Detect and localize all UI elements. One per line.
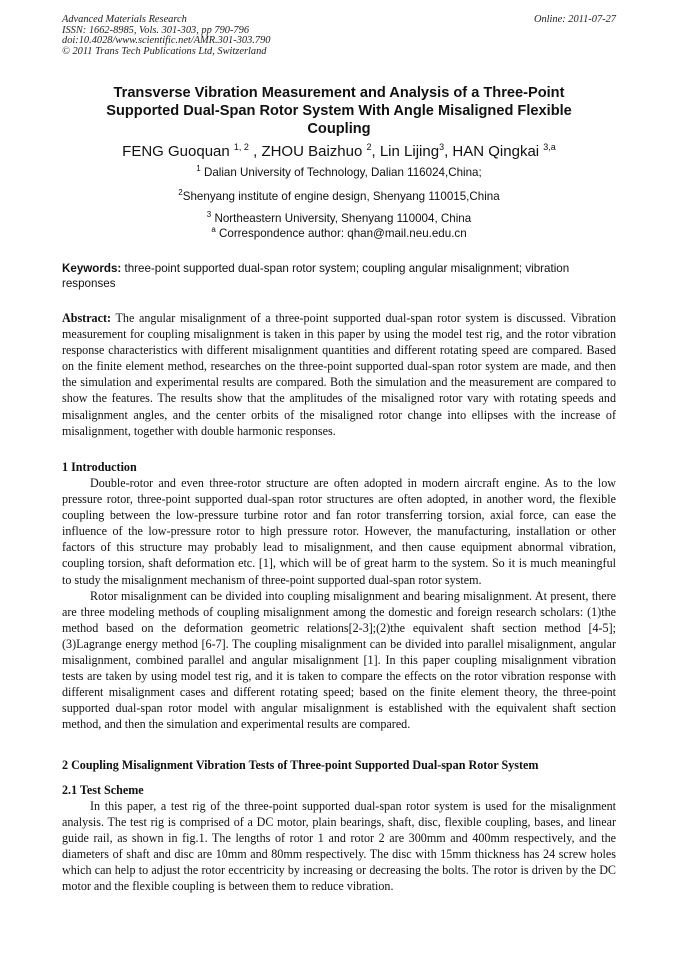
journal-header — [62, 15, 270, 57]
introduction-body — [62, 475, 616, 733]
author-separator: , — [444, 143, 453, 160]
paper-title — [62, 84, 616, 138]
abstract-text: The angular misalignment of a three-point supported dual-span rotor system is discussed. Vibration measurement for coupling misalignment is taken in this paper by using the model test rig, and the rotor vibration response characteristics with different misalignment quantities and different rotating speed are compared. Based on the finite element method, researches on the three-point supported dual-span rotor system are made, and then the simulation and experimental results are compared. Both the simulation and the measurement are compared to show the features. The results show that the amplitudes of the misaligned rotor vary with rotating speeds and misalignment angles, and the center orbits of the misaligned rotor change into ellipses with the increase of misalignment, together with double harmonic responses. — [62, 311, 616, 438]
keywords — [62, 261, 616, 292]
journal-name: Advanced Materials Research — [62, 14, 187, 25]
author-affiliation-mark: 3,a — [543, 142, 556, 152]
subsection-heading-2-1: 2.1 Test Scheme — [62, 783, 144, 797]
affiliation-mark: 1 — [196, 164, 201, 173]
author-affiliation-mark: 2 — [366, 142, 372, 152]
affiliation-2 — [62, 189, 616, 204]
paragraph: In this paper, a test rig of the three-point supported dual-span rotor system is used for the misalignment analysis. The test rig is comprised of a DC motor, plain bearings, shaft, disc, flexible coupling, bases, and linear guide rail, as shown in fig.1. The lengths of rotor 1 and rotor 2 are 300mm and 400mm respectively, and the diameters of shaft and disc are 10mm and 80mm respectively. The disc with 15mm thickness has 24 screw holes which can help to adjust the rotor eccentricity by increasing or decreasing the bolts. The rotor is driven by the DC motor and the flexible coupling is between them to reduce vibration. — [62, 799, 616, 894]
author-name: HAN Qingkai — [452, 143, 544, 160]
section-heading-2: 2 Coupling Misalignment Vibration Tests of Three-point Supported Dual-span Rotor System — [62, 758, 539, 772]
affiliation-mark: 2 — [178, 188, 183, 197]
correspondence — [62, 226, 616, 241]
author-name: FENG Guoquan — [122, 143, 234, 160]
section-heading-introduction: 1 Introduction — [62, 460, 137, 474]
author-affiliation-mark: 1, 2 — [233, 142, 249, 152]
abstract-label: Abstract: — [62, 311, 112, 325]
author-name: Lin Lijing — [379, 143, 440, 160]
keywords-label: Keywords: — [62, 262, 122, 275]
online-date: Online: 2011-07-27 — [533, 14, 616, 25]
paragraph: Double-rotor and even three-rotor structure are often adopted in modern aircraft engine. As to the low pressure rotor, three-point supported dual-span rotor structures are often adopted, in another word, the flexible coupling between the low-pressure turbine rotor and fan rotor transferring torsion, axial force, can ease the influence of the low-pressure rotor to high pressure rotor. However, the manufacturing, installation or other factors of this structure may probably lead to misalignment, and then cause equipment abnormal vibration, coupling torsion, shaft deformation etc. [1], which will be of great harm to the system. So it is much meaningful to study the misalignment mechanism of three-point supported dual-span rotor system. — [62, 476, 616, 587]
keywords-text: three-point supported dual-span rotor system; coupling angular misalignment; vibration responses — [62, 262, 570, 291]
affiliation-1 — [62, 165, 616, 180]
title-line-3: Coupling — [307, 121, 371, 137]
abstract — [62, 310, 616, 439]
author-name: ZHOU Baizhuo — [261, 143, 367, 160]
author-list — [62, 142, 616, 162]
author-separator: , — [248, 143, 262, 160]
affiliation-text: Correspondence author: qhan@mail.neu.edu.cn — [215, 227, 467, 240]
affiliation-mark: a — [211, 225, 216, 234]
affiliation-text: Shenyang institute of engine design, Shenyang 110015,China — [182, 190, 500, 203]
copyright-line: © 2011 Trans Tech Publications Ltd, Switzerland — [62, 45, 267, 57]
paragraph: Rotor misalignment can be divided into coupling misalignment and bearing misalignment. At present, there are three modeling methods of coupling misalignment among the domestic and foreign research scholars: (1)the method based on the deformation geometric relations[2-3];(2)the equivalent shaft section method [4-5];(3)Lagrange energy method [6-7]. The coupling misalignment can be divided into parallel misalignment, angular misalignment, combined parallel and angular misalignment [1]. In this paper coupling misalignment vibration tests are taken by using model test rig, and it is taken to compare the effects on the rotor vibration response with different misalignment cases and different rotating speed; based on the finite element theory, the three-point supported dual-span rotor model with angular misalignment is established with the equivalent shaft section method, and then the simulation and experimental results are compared. — [62, 588, 616, 732]
affiliation-text: Northeastern University, Shenyang 110004, China — [211, 212, 472, 225]
affiliation-mark: 3 — [206, 210, 212, 219]
author-affiliation-mark: 3 — [439, 142, 445, 152]
affiliation-3 — [62, 211, 616, 226]
title-line-1: Transverse Vibration Measurement and Analysis of a Three-Point — [113, 85, 565, 101]
issn-line: ISSN: 1662-8985, Vols. 301-303, pp 790-796 — [62, 24, 250, 36]
author-separator: , — [371, 143, 380, 160]
affiliation-text: Dalian University of Technology, Dalian 116024,China; — [200, 166, 482, 179]
doi-line: doi:10.4028/www.scientific.net/AMR.301-303.790 — [62, 35, 271, 47]
test-scheme-body — [62, 798, 616, 895]
title-line-2: Supported Dual-Span Rotor System With Angle Misaligned Flexible — [106, 103, 572, 119]
